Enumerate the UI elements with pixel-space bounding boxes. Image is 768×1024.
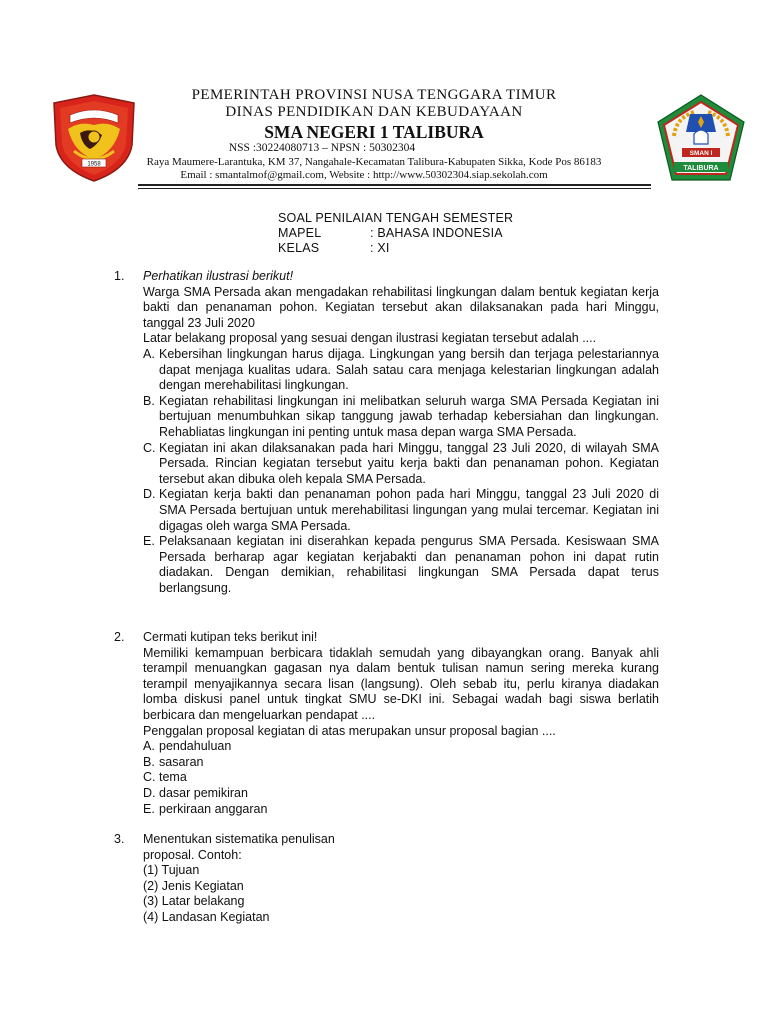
header-government: PEMERINTAH PROVINSI NUSA TENGGARA TIMUR	[191, 87, 557, 103]
emblem-year-text: 1958	[87, 161, 101, 168]
list-item: (3) Latar belakang	[143, 894, 245, 909]
option-b[interactable]: B. Kegiatan rehabilitasi lingkungan ini melibatkan seluruh warga SMA Persada Kegiatan ini bertujuan menumbuhkan sikap tanggung jawab terhadap kebersiahan dan lingkungan. Rehabliatas lingkungan ini penting untuk masa depan warga SMA Persada.	[143, 393, 659, 439]
option-a[interactable]: A. pendahuluan	[143, 739, 232, 754]
option-c[interactable]: C. Kegiatan ini akan dilaksanakan pada hari Minggu, tanggal 23 Juli 2020, di wilayah SMA Persada. Rincian kegiatan tersebut yaitu kerja bakti dan penanaman pohon. Kegiatan tersebut akan dibuka oleh kepala SMA Persada.	[143, 440, 659, 486]
class-label: KELAS	[278, 241, 320, 255]
option-d[interactable]: D. dasar pemikiran	[143, 785, 248, 800]
option-b[interactable]: B. sasaran	[143, 754, 204, 769]
exam-title: SOAL PENILAIAN TENGAH SEMESTER	[278, 211, 514, 225]
exam-class-row	[278, 241, 390, 255]
option-e[interactable]: E. perkiraan anggaran	[143, 801, 268, 816]
exam-subject-row	[278, 226, 503, 240]
question-passage: Warga SMA Persada akan mengadakan rehabilitasi lingkungan dalam bentuk kegiatan kerja bakti dan penanaman pohon. Kegiatan tersebut akan dilaksanakan pada hari Minggu, tanggal 23 Juli 2020	[143, 284, 659, 330]
question-number: 3.	[114, 832, 125, 846]
option-a[interactable]: A. Kebersihan lingkungan harus dijaga. Lingkungan yang bersih dan terjaga pelestariannya dapat menjaga kualitas udara. Salah satau cara menjaga kelestarian lingkungan adalah dengan merehabilitasi lingkungan.	[143, 346, 659, 393]
question-line: proposal. Contoh:	[143, 847, 242, 862]
logo-text-sman: SMAN I	[689, 150, 713, 157]
option-e[interactable]: E. Pelaksanaan kegiatan ini diserahkan kepada pengurus SMA Persada. Kesiswaan SMA Persada berharap agar kegiatan kerjabakti dan penanaman pohon ini dapat rutin diadakan. Dengan demikian, rehabilitasi lingkungan SMA Persada dapat terus berlangsung.	[143, 534, 659, 595]
question-number: 1.	[114, 269, 125, 283]
header-contact: Email : smantalmof@gmail.com, Website : http://www.50302304.siap.sekolah.com	[180, 169, 548, 181]
question-passage: Memiliki kemampuan berbicara tidaklah semudah yang dibayangkan orang. Banyak ahli terampil menuangkan gagasan nya dalam bentuk tulisan namun sering mereka kurang terampil menyajikannya secara lisan (langsung). Oleh sebab itu, perlu kiranya diadakan lomba diskusi panel untuk tingkat SMU se-DKI ini. Sebagai wadah bagi siswa berlatih berbicara dan mengeluarkan pendapat ....	[143, 645, 659, 722]
header-divider	[138, 184, 651, 186]
logo-text-talibura: TALIBURA	[683, 165, 719, 172]
question-instruction: Perhatikan ilustrasi berikut!	[143, 269, 294, 283]
header-divider-thin	[138, 188, 651, 189]
header-school-name: SMA NEGERI 1 TALIBURA	[264, 122, 484, 142]
list-item: (1) Tujuan	[143, 863, 200, 878]
header-department: DINAS PENDIDIKAN DAN KEBUDAYAAN	[225, 104, 523, 120]
header-address: Raya Maumere-Larantuka, KM 37, Nangahale-Kecamatan Talibura-Kabupaten Sikka, Kode Pos 86183	[146, 156, 602, 168]
subject-value: : BAHASA INDONESIA	[370, 226, 503, 240]
question-line: Menentukan sistematika penulisan	[143, 832, 335, 846]
question-prompt: Latar belakang proposal yang sesuai dengan ilustrasi kegiatan tersebut adalah ....	[143, 331, 597, 346]
option-d[interactable]: D. Kegiatan kerja bakti dan penanaman pohon pada hari Minggu, tanggal 23 Juli 2020 di SMA Persada bertujuan untuk merehabilitasi lingungan yang mulai tercemar. Kegiatan ini digagas oleh warga SMA Persada.	[143, 487, 659, 533]
option-c[interactable]: C. tema	[143, 770, 187, 785]
list-item: (4) Landasan Kegiatan	[143, 909, 270, 924]
list-item: (2) Jenis Kegiatan	[143, 878, 244, 893]
question-2	[114, 630, 659, 817]
subject-label: MAPEL	[278, 226, 322, 240]
header-nss-npsn: NSS :30224080713 – NPSN : 50302304	[228, 142, 416, 154]
question-instruction: Cermati kutipan teks berikut ini!	[143, 630, 318, 644]
question-prompt: Penggalan proposal kegiatan di atas merupakan unsur proposal bagian ....	[143, 723, 556, 738]
question-1	[114, 269, 659, 596]
question-3	[114, 832, 659, 926]
class-value: : XI	[370, 241, 390, 255]
question-number: 2.	[114, 630, 125, 644]
